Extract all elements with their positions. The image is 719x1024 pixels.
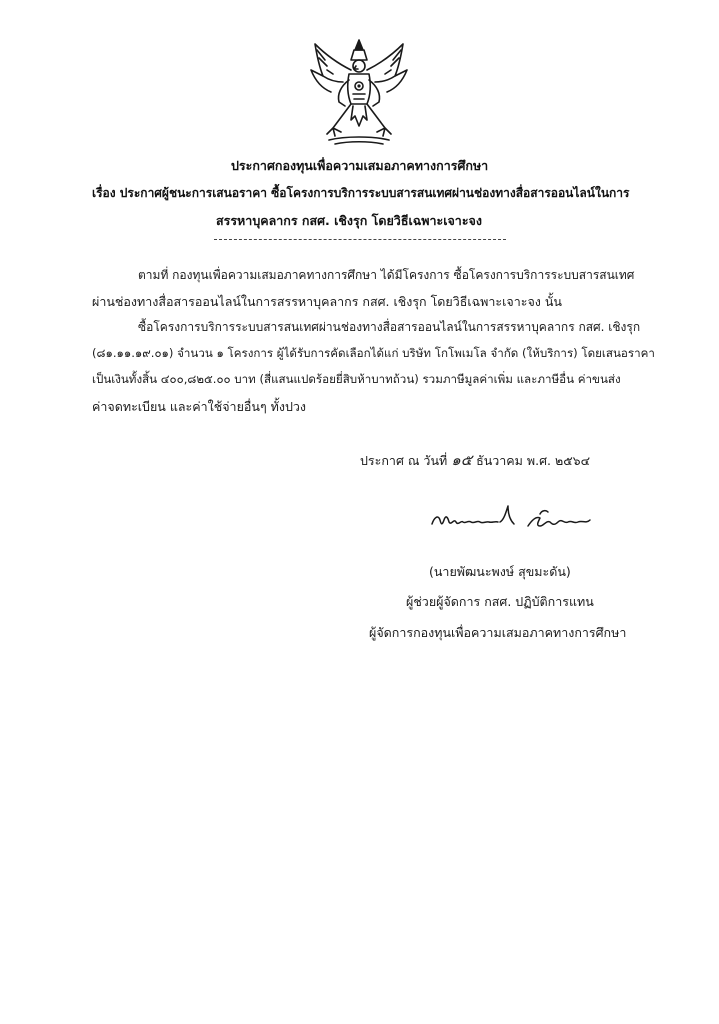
signatory-name: (นายพัฒนะพงษ์ สุขมะดัน) — [429, 564, 571, 579]
paragraph-2-line-4: ค่าจดทะเบียน และค่าใช้จ่ายอื่นๆ ทั้งปวง — [92, 399, 307, 414]
garuda-emblem-icon — [305, 36, 413, 148]
announcement-title: ประกาศกองทุนเพื่อความเสมอภาคทางการศึกษา — [231, 158, 489, 173]
date-prefix: ประกาศ ณ วันที่ — [360, 453, 448, 468]
handwritten-signature — [428, 500, 598, 536]
heading-separator — [214, 239, 506, 240]
signatory-position-2: ผู้จัดการกองทุนเพื่อความเสมอภาคทางการศึกษา — [369, 625, 627, 640]
announcement-date — [360, 448, 590, 472]
paragraph-2-line-3: เป็นเงินทั้งสิ้น ๔๐๐,๘๒๕.๐๐ บาท (สี่แสนแปดร้อยยี่สิบห้าบาทถ้วน) รวมภาษีมูลค่าเพิ่ม และภาษีอื่น ค่าขนส่ง — [92, 372, 621, 386]
paragraph-1-line-2: ผ่านช่องทางสื่อสารออนไลน์ในการสรรหาบุคลากร กสศ. เชิงรุก โดยวิธีเฉพาะเจาะจง นั้น — [92, 294, 562, 309]
paragraph-2-line-1: ซื้อโครงการบริการระบบสารสนเทศผ่านช่องทางสื่อสารออนไลน์ในการสรรหาบุคลากร กสศ. เชิงรุก — [138, 320, 641, 334]
signatory-position-1: ผู้ช่วยผู้จัดการ กสศ. ปฏิบัติการแทน — [406, 594, 594, 609]
paragraph-2-line-2: (๘๑.๑๑.๑๙.๐๑) จำนวน ๑ โครงการ ผู้ได้รับการคัดเลือกได้แก่ บริษัท โกโพเมโล จำกัด (ให้บริการ) โดยเสนอราคา — [92, 346, 655, 360]
announcement-subject-line-1: เรื่อง ประกาศผู้ชนะการเสนอราคา ซื้อโครงการบริการระบบสารสนเทศผ่านช่องทางสื่อสารออนไลน์ในการ — [92, 186, 630, 200]
date-day: ๑๕ — [451, 451, 473, 469]
date-suffix: ธันวาคม พ.ศ. ๒๕๖๔ — [476, 453, 591, 468]
paragraph-1-line-1: ตามที่ กองทุนเพื่อความเสมอภาคทางการศึกษา ได้มีโครงการ ซื้อโครงการบริการระบบสารสนเทศ — [138, 268, 635, 282]
announcement-subject-line-2: สรรหาบุคลากร กสศ. เชิงรุก โดยวิธีเฉพาะเจาะจง — [216, 213, 482, 228]
